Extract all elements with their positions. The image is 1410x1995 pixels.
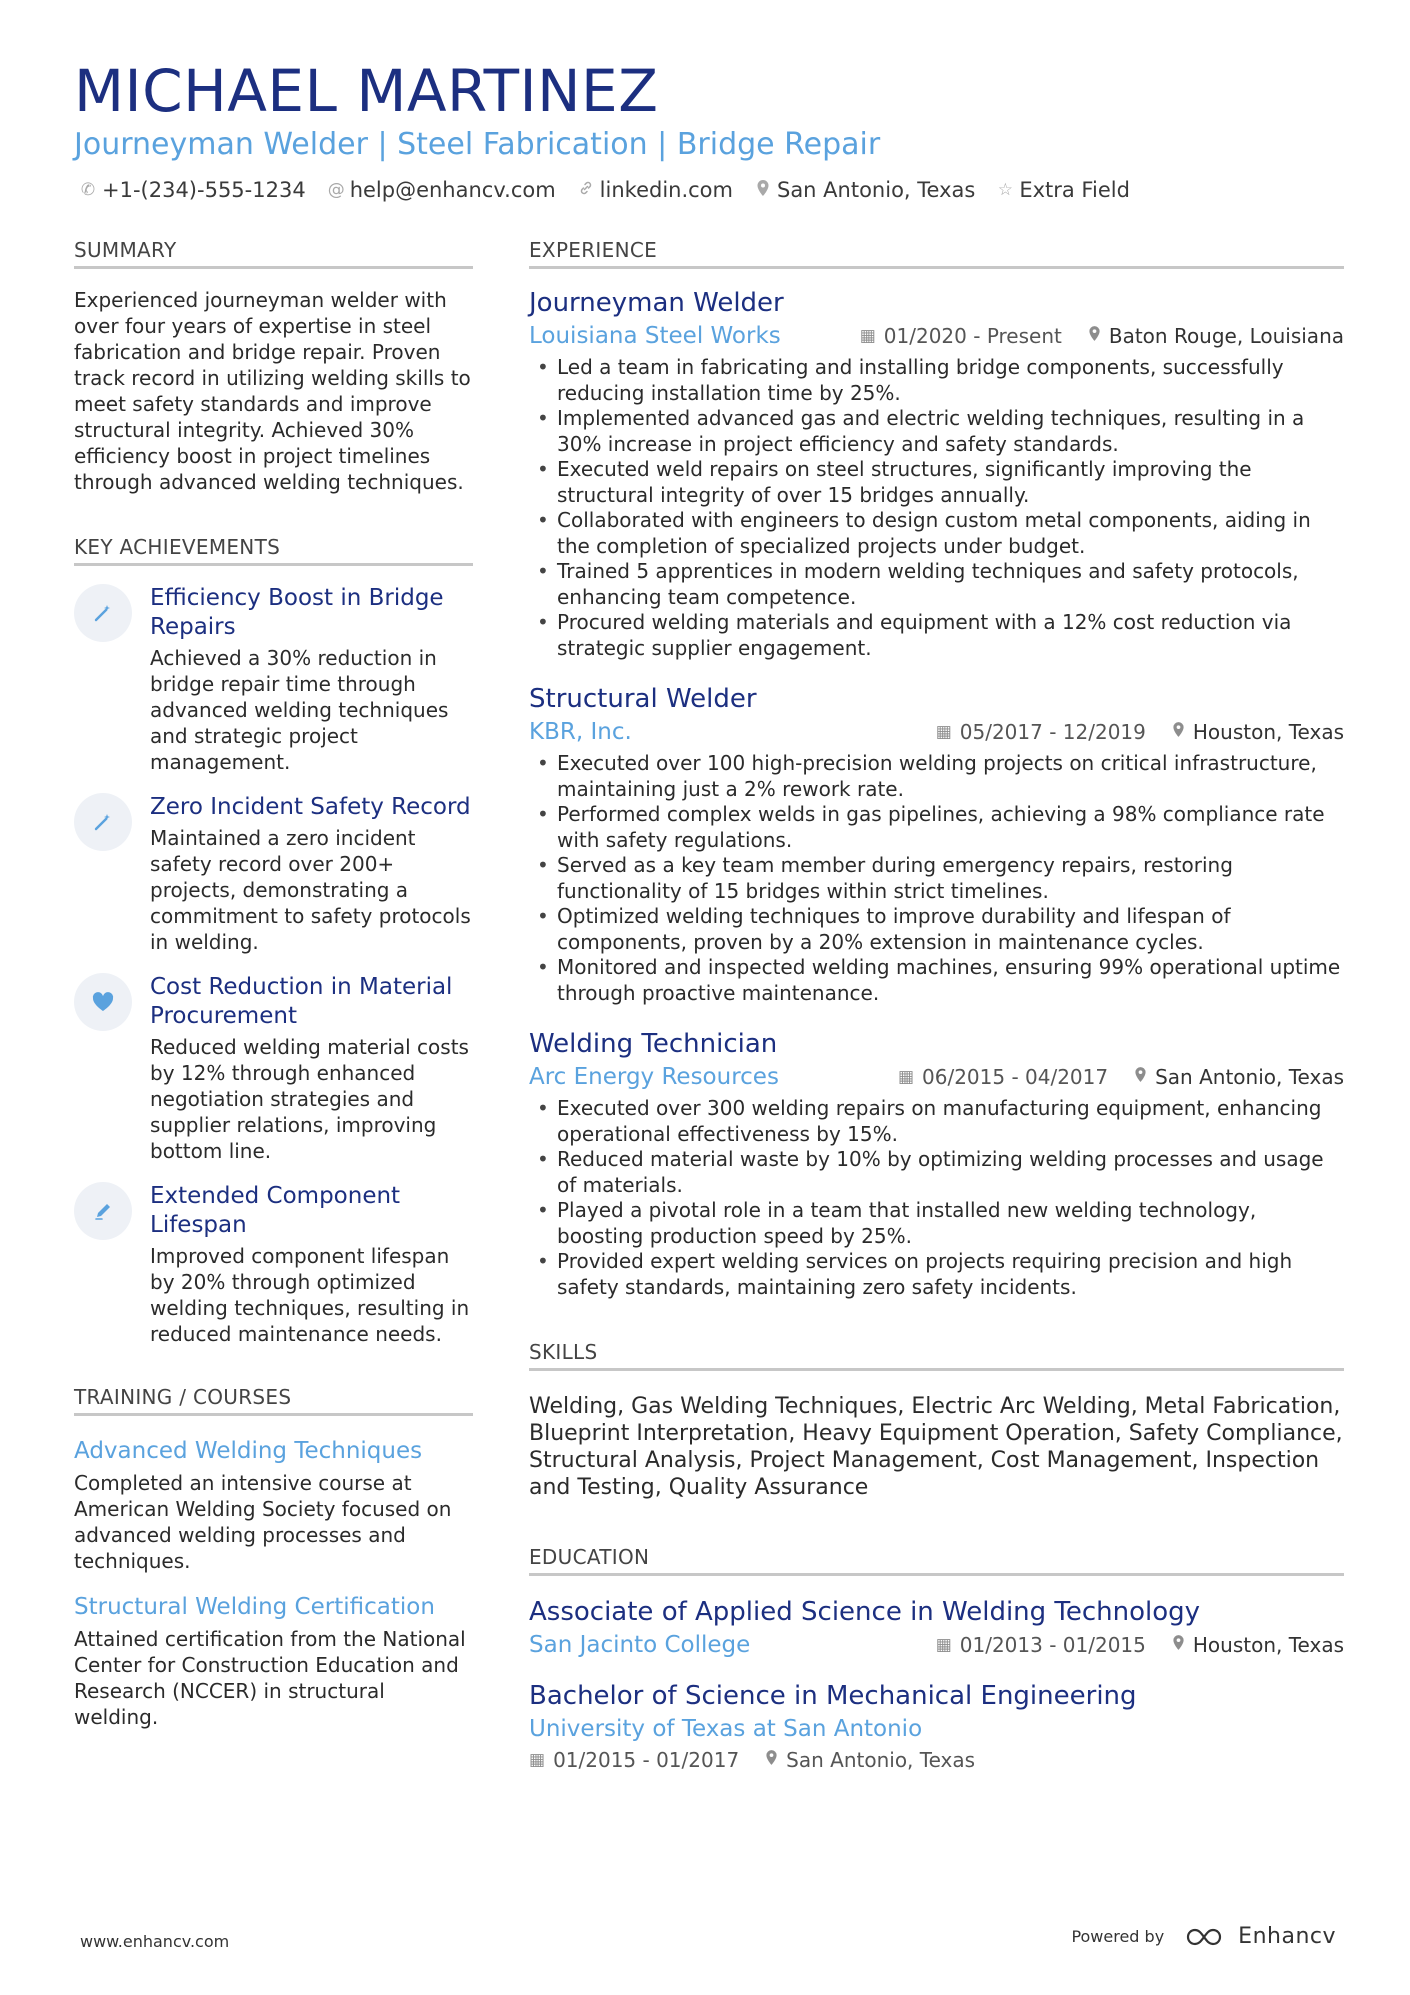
- calendar-icon: ▦: [859, 326, 876, 346]
- list-item: • Trained 5 apprentices in modern welding techniques and safety protocols, enhancing team competence.: [529, 559, 1344, 610]
- education-degree: Associate of Applied Science in Welding Technology: [529, 1597, 1201, 1627]
- skills-list: Welding, Gas Welding Techniques, Electric Arc Welding, Metal Fabrication, Blueprint Interpretation, Heavy Equipment Operation, Safety Compliance, Structural Analysis, Project Management, Cost Management, Inspection and Testing, Quality Assurance: [529, 1394, 1343, 1500]
- education-section: [529, 1545, 1344, 1772]
- achievements-section: [74, 535, 473, 1347]
- job-meta: [529, 719, 1344, 745]
- achievements-heading: KEY ACHIEVEMENTS: [74, 535, 473, 566]
- course-title: Advanced Welding Techniques: [74, 1438, 423, 1464]
- job-dates: 05/2017 - 12/2019: [959, 720, 1146, 744]
- calendar-icon: ▦: [935, 722, 952, 742]
- education-degree: Bachelor of Science in Mechanical Engineering: [529, 1681, 1137, 1711]
- list-item: • Executed over 300 welding repairs on manufacturing equipment, enhancing operational effectiveness by 15%.: [529, 1096, 1344, 1147]
- calendar-icon: ▦: [529, 1750, 546, 1770]
- list-item: • Provided expert welding services on projects requiring precision and high safety standards, maintaining zero safety incidents.: [529, 1249, 1344, 1300]
- list-item: • Monitored and inspected welding machines, ensuring 99% operational uptime through proactive maintenance.: [529, 955, 1344, 1006]
- achievement-title: Zero Incident Safety Record: [150, 794, 471, 820]
- job-company: Arc Energy Resources: [529, 1064, 779, 1090]
- star-icon: ☆: [997, 180, 1013, 200]
- location-pin-icon: [1172, 721, 1185, 743]
- education-location: San Antonio, Texas: [786, 1748, 976, 1772]
- list-item: • Executed over 100 high-precision welding projects on critical infrastructure, maintaining just a 2% rework rate.: [529, 751, 1344, 802]
- contact-bar: [80, 178, 1130, 202]
- footer-branding: [1071, 1924, 1336, 1949]
- achievement-title: Cost Reduction in Material Procurement: [150, 974, 453, 1029]
- job-location: Baton Rouge, Louisiana: [1108, 324, 1344, 348]
- list-item: • Reduced material waste by 10% by optimizing welding processes and usage of materials.: [529, 1147, 1344, 1198]
- summary-heading: SUMMARY: [74, 238, 473, 269]
- summary-text: Experienced journeyman welder with over four years of expertise in steel fabrication and bridge repair. Proven track record in utilizing welding skills to meet safety standards and improve structural integrity. Achieved 30% efficiency boost in project timelines through advanced welding techniques.: [74, 288, 471, 494]
- job-location: Houston, Texas: [1192, 720, 1344, 744]
- education-school: University of Texas at San Antonio: [529, 1716, 923, 1742]
- achievement-item: [74, 584, 473, 775]
- job-entry: [529, 1028, 1344, 1300]
- location-pin-icon: [755, 179, 771, 202]
- list-item: • Played a pivotal role in a team that installed new welding technology, boosting production speed by 25%.: [529, 1198, 1344, 1249]
- heart-icon: [74, 973, 132, 1031]
- education-entry: [529, 1596, 1344, 1658]
- candidate-name: MICHAEL MARTINEZ: [74, 57, 659, 125]
- course-desc: Attained certification from the National Center for Construction Education and Research (NCCER) in structural welding.: [74, 1627, 466, 1729]
- list-item: • Served as a key team member during emergency repairs, restoring functionality of 15 bridges within strict timelines.: [529, 853, 1344, 904]
- powered-by-label: Powered by: [1071, 1927, 1165, 1946]
- list-item: • Collaborated with engineers to design custom metal components, aiding in the completion of specialized projects under budget.: [529, 508, 1344, 559]
- education-heading: EDUCATION: [529, 1545, 1344, 1576]
- enhancv-logo[interactable]: [1184, 1924, 1336, 1949]
- list-item: • Optimized welding techniques to improve durability and lifespan of components, proven by a 20% extension in maintenance cycles.: [529, 904, 1344, 955]
- contact-phone-text: +1-(234)-555-1234: [102, 178, 306, 202]
- list-item: • Performed complex welds in gas pipelines, achieving a 98% compliance rate with safety regulations.: [529, 802, 1344, 853]
- experience-heading: EXPERIENCE: [529, 238, 1344, 269]
- location-pin-icon: [1134, 1066, 1147, 1088]
- contact-location-text: San Antonio, Texas: [776, 178, 976, 202]
- education-location: Houston, Texas: [1192, 1633, 1344, 1657]
- job-entry: [529, 683, 1344, 1006]
- job-company: KBR, Inc.: [529, 719, 632, 745]
- job-bullets: [529, 751, 1344, 1006]
- training-heading: TRAINING / COURSES: [74, 1385, 473, 1416]
- achievement-desc: Achieved a 30% reduction in bridge repair time through advanced welding techniques and strategic project management.: [150, 646, 449, 774]
- link-icon: [578, 180, 594, 201]
- location-pin-icon: [1088, 325, 1101, 347]
- job-location: San Antonio, Texas: [1155, 1065, 1344, 1089]
- job-meta: [529, 323, 1344, 349]
- summary-section: [74, 238, 473, 495]
- enhancv-logo-icon: [1184, 1926, 1228, 1948]
- list-item: • Led a team in fabricating and installing bridge components, successfully reducing installation time by 25%.: [529, 355, 1344, 406]
- contact-extra-text: Extra Field: [1019, 178, 1130, 202]
- job-bullets: [529, 1096, 1344, 1300]
- pen-icon: [74, 1182, 132, 1240]
- job-title: Welding Technician: [529, 1029, 778, 1059]
- contact-linkedin[interactable]: [578, 178, 733, 202]
- course-item: [74, 1436, 473, 1574]
- job-dates: 01/2020 - Present: [883, 324, 1062, 348]
- education-dates: 01/2015 - 01/2017: [553, 1748, 740, 1772]
- right-column: [529, 238, 1344, 1792]
- job-title: Journeyman Welder: [529, 288, 784, 318]
- contact-linkedin-text: linkedin.com: [599, 178, 733, 202]
- phone-icon: ✆: [80, 180, 96, 200]
- achievement-desc: Maintained a zero incident safety record over 200+ projects, demonstrating a commitment to safety protocols in welding.: [150, 826, 471, 954]
- candidate-headline: Journeyman Welder | Steel Fabrication | Bridge Repair: [74, 127, 881, 162]
- training-section: [74, 1385, 473, 1730]
- calendar-icon: ▦: [935, 1635, 952, 1655]
- job-dates: 06/2015 - 04/2017: [922, 1065, 1109, 1089]
- achievement-item: [74, 1182, 473, 1347]
- at-icon: @: [327, 180, 345, 200]
- left-column: [74, 238, 473, 1750]
- contact-extra: [997, 178, 1130, 202]
- job-meta: [529, 1064, 1344, 1090]
- location-pin-icon: [1172, 1634, 1185, 1656]
- job-bullets: [529, 355, 1344, 661]
- education-entry: [529, 1680, 1344, 1772]
- brand-name: Enhancv: [1238, 1924, 1336, 1949]
- calendar-icon: ▦: [897, 1067, 914, 1087]
- job-company: Louisiana Steel Works: [529, 323, 781, 349]
- list-item: • Executed weld repairs on steel structures, significantly improving the structural integrity of over 15 bridges annually.: [529, 457, 1344, 508]
- location-pin-icon: [765, 1749, 778, 1771]
- skills-section: [529, 1340, 1344, 1501]
- course-item: [74, 1592, 473, 1730]
- education-meta: [529, 1748, 1344, 1772]
- contact-location: [755, 178, 975, 202]
- list-item: • Implemented advanced gas and electric welding techniques, resulting in a 30% increase in project efficiency and safety standards.: [529, 406, 1344, 457]
- achievement-title: Extended Component Lifespan: [150, 1183, 401, 1238]
- contact-email-text: help@enhancv.com: [349, 178, 556, 202]
- course-title: Structural Welding Certification: [74, 1594, 435, 1620]
- job-entry: [529, 287, 1344, 661]
- contact-phone[interactable]: [80, 178, 306, 202]
- course-desc: Completed an intensive course at American Welding Society focused on advanced welding processes and techniques.: [74, 1471, 452, 1573]
- skills-heading: SKILLS: [529, 1340, 1344, 1371]
- education-dates: 01/2013 - 01/2015: [959, 1633, 1146, 1657]
- education-meta: [529, 1632, 1344, 1658]
- achievement-title: Efficiency Boost in Bridge Repairs: [150, 585, 444, 640]
- contact-email[interactable]: [328, 178, 556, 202]
- list-item: • Procured welding materials and equipment with a 12% cost reduction via strategic supplier engagement.: [529, 610, 1344, 661]
- footer-website[interactable]: www.enhancv.com: [80, 1932, 230, 1951]
- achievement-item: [74, 793, 473, 955]
- experience-section: [529, 238, 1344, 1300]
- achievement-item: [74, 973, 473, 1164]
- magic-wand-icon: [74, 584, 132, 642]
- education-school: San Jacinto College: [529, 1632, 751, 1658]
- achievement-desc: Improved component lifespan by 20% through optimized welding techniques, resulting in reduced maintenance needs.: [150, 1244, 470, 1346]
- job-title: Structural Welder: [529, 684, 757, 714]
- achievement-desc: Reduced welding material costs by 12% through enhanced negotiation strategies and supplier relations, improving bottom line.: [150, 1035, 469, 1163]
- magic-wand-icon: [74, 793, 132, 851]
